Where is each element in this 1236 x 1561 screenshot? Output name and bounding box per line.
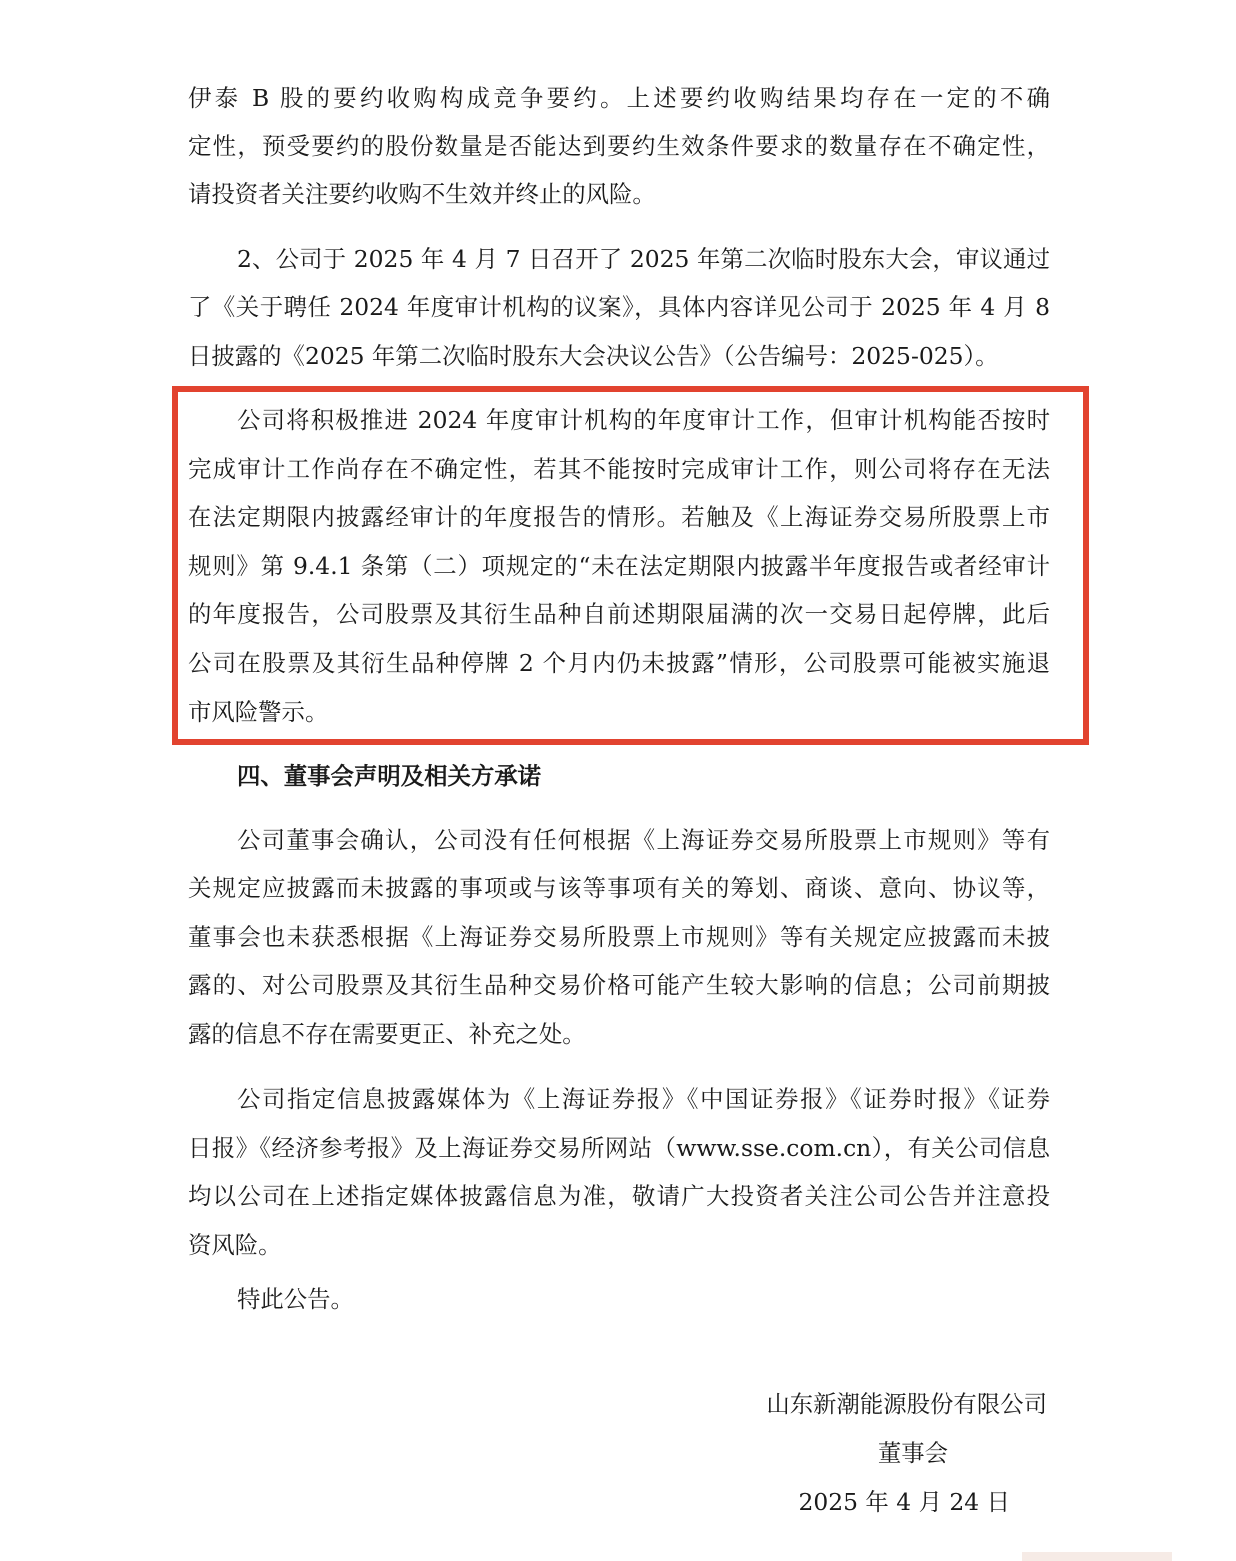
- text-line: 董事会也未获悉根据《上海证券交易所股票上市规则》等有关规定应披露而未披: [188, 923, 1050, 951]
- text-line: 均以公司在上述指定媒体披露信息为准，敬请广大投资者关注公司公告并注意投: [188, 1182, 1050, 1210]
- text-line: 日报》《经济参考报》及上海证券交易所网站（www.sse.com.cn），有关公司信息: [188, 1134, 1050, 1162]
- text-line: 公司董事会确认，公司没有任何根据《上海证券交易所股票上市规则》等有: [237, 826, 1050, 854]
- text-line: 资风险。: [188, 1231, 282, 1259]
- signature-date: 2025 年 4 月 24 日: [798, 1488, 1010, 1516]
- page-corner-mark: [1022, 1552, 1172, 1561]
- text-line: 规则》第 9.4.1 条第（二）项规定的“未在法定期限内披露半年度报告或者经审计: [188, 552, 1050, 580]
- text-line: 市风险警示。: [188, 698, 329, 726]
- text-line: 请投资者关注要约收购不生效并终止的风险。: [188, 180, 656, 208]
- text-line: 在法定期限内披露经审计的年度报告的情形。若触及《上海证券交易所股票上市: [188, 503, 1050, 531]
- text-line: 露的信息不存在需要更正、补充之处。: [188, 1020, 586, 1048]
- text-line: 的年度报告，公司股票及其衍生品种自前述期限届满的次一交易日起停牌，此后: [188, 600, 1050, 628]
- closing-text: 特此公告。: [237, 1285, 354, 1313]
- board-name: 董事会: [877, 1439, 948, 1467]
- text-line: 伊泰 B 股的要约收购构成竞争要约。上述要约收购结果均存在一定的不确: [188, 84, 1050, 112]
- text-line: 公司在股票及其衍生品种停牌 2 个月内仍未披露”情形，公司股票可能被实施退: [188, 649, 1050, 677]
- text-line: 2、公司于 2025 年 4 月 7 日召开了 2025 年第二次临时股东大会，审议通过: [237, 245, 1050, 273]
- company-name: 山东新潮能源股份有限公司: [766, 1390, 1047, 1418]
- text-line: 定性，预受要约的股份数量是否能达到要约生效条件要求的数量存在不确定性，: [188, 132, 1050, 160]
- text-line: 公司将积极推进 2024 年度审计机构的年度审计工作，但审计机构能否按时: [237, 406, 1050, 434]
- section-heading: 四、董事会声明及相关方承诺: [237, 762, 542, 790]
- text-line: 日披露的《2025 年第二次临时股东大会决议公告》（公告编号：2025-025）。: [188, 342, 999, 370]
- text-line: 关规定应披露而未披露的事项或与该等事项有关的筹划、商谈、意向、协议等，: [188, 874, 1050, 902]
- text-line: 公司指定信息披露媒体为《上海证券报》《中国证券报》《证券时报》《证券: [237, 1085, 1050, 1113]
- text-line: 完成审计工作尚存在不确定性，若其不能按时完成审计工作，则公司将存在无法: [188, 455, 1050, 483]
- text-line: 了《关于聘任 2024 年度审计机构的议案》，具体内容详见公司于 2025 年 4 月 8: [188, 293, 1050, 321]
- text-line: 露的、对公司股票及其衍生品种交易价格可能产生较大影响的信息；公司前期披: [188, 971, 1050, 999]
